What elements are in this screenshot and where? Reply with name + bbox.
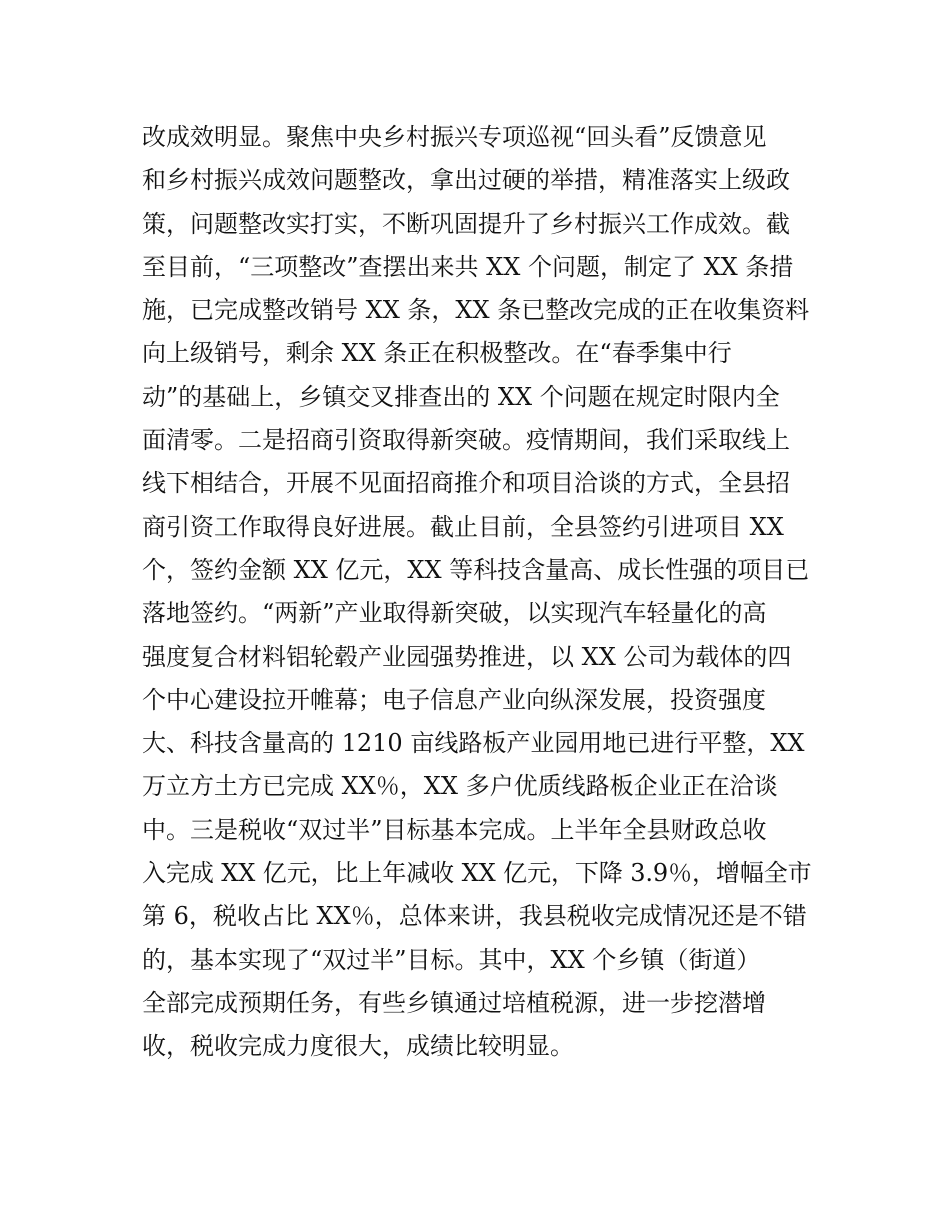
text-line: 落地签约。“两新”产业取得新突破，以实现汽车轻量化的高: [142, 599, 767, 628]
text-line: 入完成 XX 亿元，比上年减收 XX 亿元，下降 3.9％，增幅全市: [142, 859, 812, 888]
body-paragraph: [142, 116, 812, 1069]
text-line: 中。三是税收“双过半”目标基本完成。上半年全县财政总收: [142, 815, 767, 844]
text-line: 的，基本实现了“双过半”目标。其中，XX 个乡镇（街道）: [142, 945, 761, 974]
text-line: 第 6，税收占比 XX％，总体来讲，我县税收完成情况还是不错: [142, 902, 807, 931]
text-line: 线下相结合，开展不见面招商推介和项目洽谈的方式，全县招: [142, 469, 790, 498]
text-line: 个中心建设拉开帷幕；电子信息产业向纵深发展，投资强度: [142, 685, 766, 714]
text-line: 全部完成预期任务，有些乡镇通过培植税源，进一步挖潜增: [142, 988, 766, 1017]
text-line: 大、科技含量高的 1210 亩线路板产业园用地已进行平整，XX: [142, 729, 805, 758]
text-line: 向上级销号，剩余 XX 条正在积极整改。在“春季集中行: [142, 339, 732, 368]
text-line: 改成效明显。聚焦中央乡村振兴专项巡视“回头看”反馈意见: [142, 123, 767, 151]
text-line: 面清零。二是招商引资取得新突破。疫情期间，我们采取线上: [142, 426, 790, 455]
text-line: 施，已完成整改销号 XX 条，XX 条已整改完成的正在收集资料: [142, 296, 810, 325]
text-line: 收，税收完成力度很大，成绩比较明显。: [142, 1032, 574, 1061]
text-line: 万立方土方已完成 XX％，XX 多户优质线路板企业正在洽谈: [142, 772, 778, 801]
text-line: 策，问题整改实打实，不断巩固提升了乡村振兴工作成效。截: [142, 209, 790, 238]
text-line: 强度复合材料铝轮毂产业园强势推进，以 XX 公司为载体的四: [142, 642, 792, 671]
text-line: 动”的基础上，乡镇交叉排查出的 XX 个问题在规定时限内全: [142, 382, 780, 411]
text-line: 和乡村振兴成效问题整改，拿出过硬的举措，精准落实上级政: [142, 166, 790, 195]
text-line: 至目前，“三项整改”查摆出来共 XX 个问题，制定了 XX 条措: [142, 252, 794, 281]
text-line: 商引资工作取得良好进展。截止目前，全县签约引进项目 XX: [142, 512, 784, 541]
text-line: 个，签约金额 XX 亿元，XX 等科技含量高、成长性强的项目已: [142, 555, 810, 584]
